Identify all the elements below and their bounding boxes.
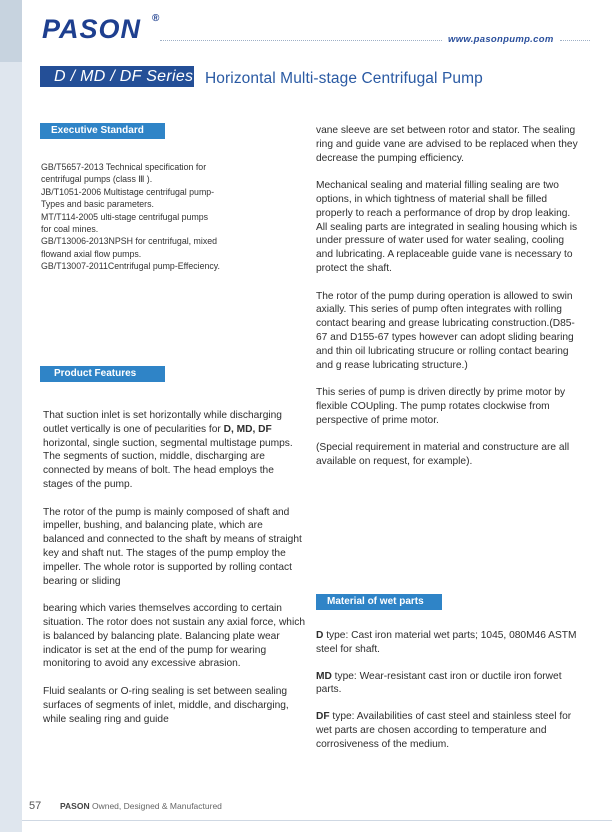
standard-line: centrifugal pumps (class Ⅲ ). <box>41 174 153 185</box>
standard-line: GB/T5657-2013 Technical specification for <box>41 162 207 172</box>
standard-line: for coal mines. <box>41 224 99 235</box>
standard-line: Types and basic parameters. <box>41 199 154 210</box>
material-item: DF type: Availabilities of cast steel and stainless steel for wet parts are chosen according to temperature and corrosiveness of the medium. <box>316 711 572 750</box>
brand-logo: PASON <box>42 14 142 44</box>
standard-line: GB/T13006-2013NPSH for centrifugal, mixed <box>41 236 218 247</box>
footer-tagline: PASON Owned, Designed & Manufactured <box>60 801 222 811</box>
product-features-heading: Product Features <box>40 366 165 382</box>
material-heading: Material of wet parts <box>316 594 442 610</box>
material-code: DF <box>316 711 330 723</box>
material-code: MD <box>316 670 332 682</box>
executive-standard-heading: Executive Standard <box>40 123 165 139</box>
feature-paragraph: (Special requirement in material and constructure are all available on request, for example). <box>316 442 570 468</box>
feature-paragraph: The rotor of the pump is mainly composed of shaft and impeller, bushing, and balancing plate, which are balanced and connected to the shaft by means of straight key and shaft nut. The stages of the pump employ the impeller. The whole rotor is supported by rolling contact bearing or sliding <box>43 506 302 587</box>
website-link[interactable]: www.pasonpump.com <box>448 34 554 45</box>
standards-list <box>41 161 281 273</box>
page-number: 57 <box>29 800 42 812</box>
feature-paragraph: vane sleeve are set between rotor and stator. The sealing ring and guide vane are advised to be replaced when they decrease the pumping efficiency. <box>316 125 578 164</box>
material-item: D type: Cast iron material wet parts; 1045, 080M46 ASTM steel for shaft. <box>316 630 577 655</box>
registered-mark: ® <box>152 13 160 24</box>
features-left-column <box>43 409 305 740</box>
series-badge: D / MD / DF Series <box>40 66 194 87</box>
feature-paragraph: The rotor of the pump during operation is allowed to swin axially. This series of pump often integrates with rolling contact bearing and grease lubricating construction.(D85-67 and D155-67 types however can adopt sliding bearing and thin oil lubricating strucure or rolling contact bearing and g rease lubricating structure.) <box>316 290 575 371</box>
standard-line: JB/T1051-2006 Multistage centrifugal pump- <box>41 186 215 197</box>
page-title: Horizontal Multi-stage Centrifugal Pump <box>205 70 483 87</box>
feature-paragraph: This series of pump is driven directly by prime motor by flexible COUpling. The pump rotates clockwise from perspective of prime motor. <box>316 387 566 426</box>
feature-paragraph: Fluid sealants or O-ring sealing is set between sealing surfaces of segments of inlet, middle, and discharging, while sealing ring and guide <box>43 685 289 725</box>
standard-line: MT/T114-2005 ulti-stage centrifugal pumps <box>41 211 209 222</box>
material-code: D <box>316 630 324 641</box>
footer-brand: PASON <box>60 801 90 811</box>
left-margin-strip-top <box>0 0 22 62</box>
left-margin-strip <box>0 0 22 832</box>
feature-paragraph: That suction inlet is set horizontally while discharging outlet vertically is one of pecularities for D, MD, DF horizontal, single suction, segmental multistage pumps. The segments of suction, middle, discharging are connected by means of bolt. The head employs the stages of the pump. <box>43 410 293 490</box>
series-codes: D, MD, DF <box>223 423 272 435</box>
header-divider-right <box>560 40 590 41</box>
standard-line: flowand axial flow pumps. <box>41 248 142 259</box>
feature-paragraph: bearing which varies themselves according to certain situation. The rotor does not sustain any axial force, which is balanced by balancing plate. Balancing plate wear indicator is set at the end of the pump for wearing monitoring to avoid any excessive abrasion. <box>43 603 305 670</box>
header-divider <box>160 40 442 41</box>
feature-paragraph: Mechanical sealing and material filling sealing are two options, in which tightness of material shall be filled properly to reach a performance of drop by drop leaking. All sealing parts are integrated in sealing housing which is under pressure of water used for water sealing, cooling and lubricating. A replaceable guide vane is necessary to protect the shaft. <box>316 180 578 274</box>
standard-line: GB/T13007-2011Centrifugal pump-Effeciency. <box>41 261 220 272</box>
footer-divider <box>22 820 612 821</box>
material-item: MD type: Wear-resistant cast iron or ductile iron forwet parts. <box>316 670 562 696</box>
material-list <box>316 629 578 765</box>
features-right-column <box>316 124 578 483</box>
